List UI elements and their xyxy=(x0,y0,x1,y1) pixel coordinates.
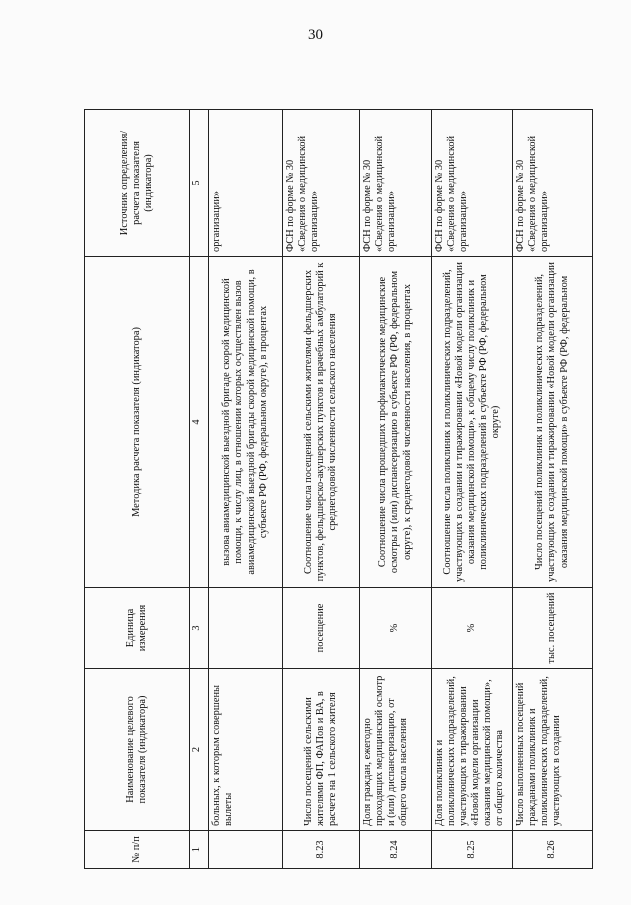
row-unit: % xyxy=(432,588,513,669)
rotated-table-container xyxy=(84,110,570,869)
row-indicator-name: Доля поликлиник и поликлинических подразделений, участвующих в тиражировании «Новой модели организации оказания медицинской помощи», от общего количества xyxy=(432,669,513,831)
row-number: 8.26 xyxy=(513,831,593,869)
numbering-cell: 2 xyxy=(190,669,209,831)
row-source: ФСН по форме № 30 «Сведения о медицинской организации» xyxy=(283,110,360,257)
table-row xyxy=(209,110,283,869)
row-unit: посещение xyxy=(283,588,360,669)
row-indicator-name: Число посещений сельскими жителями ФП, ФАПов и ВА, в расчете на 1 сельского жителя xyxy=(283,669,360,831)
row-unit: % xyxy=(360,588,432,669)
row-method: Соотношение числа поликлиник и поликлинических подразделений, участвующих в создании и тиражировании «Новой модели организации оказания медицинской помощи», к общему числу поликлиник и поликлинических подразделений в субъекте РФ (РФ, федеральном округе) xyxy=(432,257,513,588)
row-number: 8.25 xyxy=(432,831,513,869)
table-row xyxy=(513,110,593,869)
header-source: Источник определения/ расчета показателя (индикатора) xyxy=(85,110,190,257)
header-method: Методика расчета показателя (индикатора) xyxy=(85,257,190,588)
header-unit: Единица измерения xyxy=(85,588,190,669)
row-unit: тыс. посещений xyxy=(513,588,593,669)
numbering-cell: 3 xyxy=(190,588,209,669)
header-number: № п/п xyxy=(85,831,190,869)
row-method: Соотношение числа посещений сельскими жителями фельдшерских пунктов, фельдшерско-акушерских пунктов и врачебных амбулаторий к среднегодовой численности сельского населения xyxy=(283,257,360,588)
row-source: ФСН по форме № 30 «Сведения о медицинской организации» xyxy=(513,110,593,257)
row-number xyxy=(209,831,283,869)
numbering-cell: 5 xyxy=(190,110,209,257)
row-source: организации» xyxy=(209,110,283,257)
table-header-row xyxy=(85,110,190,869)
row-method: Число посещений поликлиник и поликлинических подразделений, участвующих в создании и тиражировании «Новой модели организации оказания медицинской помощи» в субъекте РФ (РФ, федеральном xyxy=(513,257,593,588)
page-number: 30 xyxy=(308,27,323,43)
row-number: 8.23 xyxy=(283,831,360,869)
header-indicator-name: Наименование целевого показателя (индикатора) xyxy=(85,669,190,831)
indicator-table xyxy=(84,109,593,869)
row-unit xyxy=(209,588,283,669)
table-row xyxy=(283,110,360,869)
table-numbering-row xyxy=(190,110,209,869)
row-method: Соотношение числа прошедших профилактические медицинские осмотры и (или) диспансеризацию в субъекте РФ (РФ, федеральном округе), к среднегодовой численности населения, в процентах xyxy=(360,257,432,588)
row-number: 8.24 xyxy=(360,831,432,869)
row-indicator-name: больных, к которым совершены вылеты xyxy=(209,669,283,831)
row-method: вызова авиамедицинской выездной бригаде скорой медицинской помощи, к числу лиц, в отношении которых осуществлен вызов авиамедицинской выездной бригады скорой медицинской помощи, в субъекте РФ (РФ, федеральном округе), в процентах xyxy=(209,257,283,588)
table-row xyxy=(360,110,432,869)
row-indicator-name: Число выполненных посещений гражданами поликлиник и поликлинических подразделений, участвующих в создании xyxy=(513,669,593,831)
row-source: ФСН по форме № 30 «Сведения о медицинской организации» xyxy=(360,110,432,257)
numbering-cell: 1 xyxy=(190,831,209,869)
row-indicator-name: Доля граждан, ежегодно проходящих медицинский осмотр и (или) диспансеризацию, от общего числа населения xyxy=(360,669,432,831)
row-source: ФСН по форме № 30 «Сведения о медицинской организации» xyxy=(432,110,513,257)
table-row xyxy=(432,110,513,869)
numbering-cell: 4 xyxy=(190,257,209,588)
